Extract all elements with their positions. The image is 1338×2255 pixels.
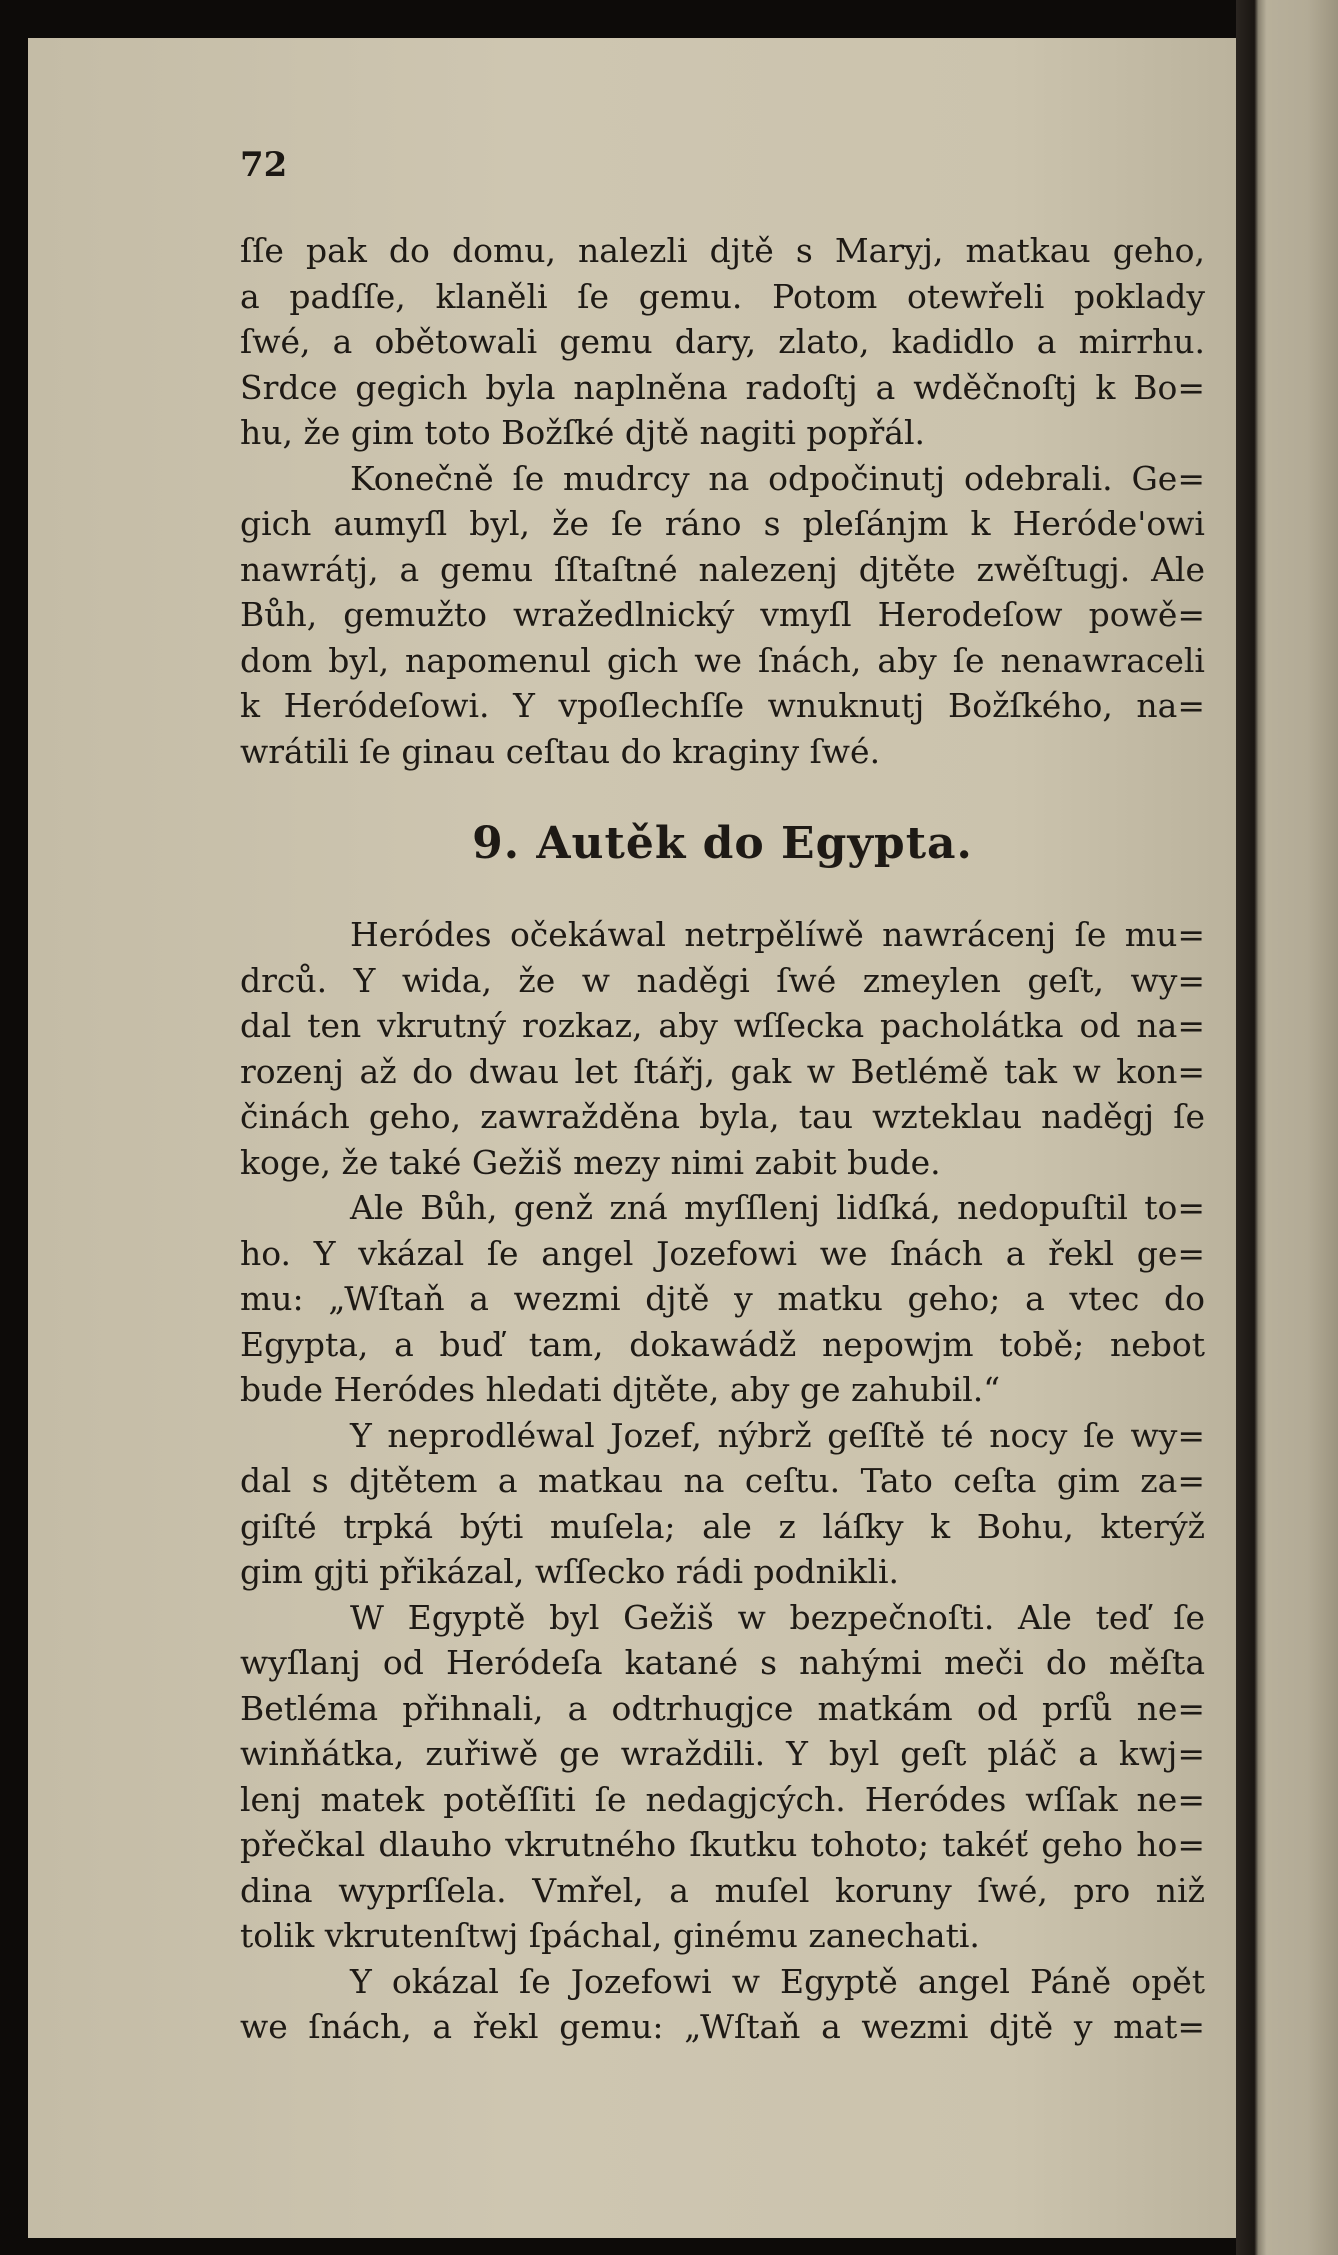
text-line: Betléma přihnali, a odtrhugjce matkám od prſů ne= bbox=[240, 1688, 1205, 1728]
text-line: dom byl, napomenul gich we ſnách, aby ſe nenawraceli bbox=[240, 640, 1205, 680]
text-line: winňátka, zuřiwě ge wraždili. Y byl geſt pláč a kwj= bbox=[240, 1734, 1205, 1773]
text-line: přečkal dlauho vkrutného ſkutku tohoto; takéť geho ho= bbox=[240, 1825, 1205, 1864]
text-line: Egypta, a buď tam, dokawádž nepowjm tobě; nebot bbox=[240, 1324, 1205, 1364]
text-line: dina wyprſſela. Vmřel, a muſel koruny ſwé, pro niž bbox=[240, 1870, 1205, 1910]
text-line: W Egyptě byl Gežiš w bezpečnoſti. Ale teď ſe bbox=[350, 1597, 1205, 1637]
text-line: giſté trpká býti muſela; ale z láſky k Bohu, kterýž bbox=[240, 1506, 1205, 1546]
text-line: a padſſe, klaněli ſe gemu. Potom otewřeli poklady bbox=[240, 276, 1205, 316]
text-line: Ale Bůh, genž zná myſſlenj lidſká, nedopuſtil to= bbox=[350, 1188, 1205, 1227]
text-line: k Heródeſowi. Y vpoſlechſſe wnuknutj Božſkého, na= bbox=[240, 686, 1205, 725]
text-line: mu: „Wſtaň a wezmi djtě y matku geho; a vtec do bbox=[240, 1279, 1205, 1318]
text-line: koge, že také Gežiš mezy nimi zabit bude. bbox=[240, 1142, 941, 1182]
page-number: 72 bbox=[240, 145, 288, 185]
paragraph-7 bbox=[240, 1959, 1205, 2050]
text-line: wyſlanj od Heródeſa katané s nahými meči do měſta bbox=[240, 1643, 1205, 1682]
text-line: Konečně ſe mudrcy na odpočinutj odebrali. Ge= bbox=[350, 458, 1205, 498]
body-text bbox=[240, 228, 1205, 2050]
text-line: bude Heródes hledati djtěte, aby ge zahubil.“ bbox=[240, 1370, 1001, 1409]
text-line: gich aumyſl byl, že ſe ráno s pleſánjm k Heróde'owi bbox=[240, 504, 1205, 543]
section-heading: 9. Autěk do Egypta. bbox=[472, 818, 973, 869]
text-line: gim gjti přikázal, wſſecko rádi podnikli. bbox=[240, 1552, 900, 1591]
text-line: Srdce gegich byla naplněna radoſtj a wděčnoſtj k Bo= bbox=[240, 367, 1205, 407]
text-line: we ſnách, a řekl gemu: „Wſtaň a wezmi djtě y mat= bbox=[240, 2007, 1205, 2046]
text-line: dal s djtětem a matkau na ceſtu. Tato ceſta gim za= bbox=[240, 1461, 1205, 1500]
text-line: činách geho, zawražděna byla, tau wzteklau naděgj ſe bbox=[240, 1097, 1205, 1136]
paragraph-3 bbox=[240, 912, 1205, 1185]
text-line: wrátili ſe ginau ceſtau do kraginy ſwé. bbox=[240, 731, 881, 771]
text-line: Y neprodléwal Jozef, nýbrž geſſtě té nocy ſe wy= bbox=[350, 1415, 1205, 1455]
text-line: Y okázal ſe Jozefowi w Egyptě angel Páně opět bbox=[350, 1961, 1205, 2001]
text-line: Heródes očekáwal netrpělíwě nawrácenj ſe mu= bbox=[350, 915, 1205, 954]
paragraph-4 bbox=[240, 1185, 1205, 1413]
text-line: rozenj až do dwau let ſtářj, gak w Betlémě tak w kon= bbox=[240, 1051, 1205, 1091]
text-line: ho. Y vkázal ſe angel Jozefowi we ſnách a řekl ge= bbox=[240, 1233, 1205, 1273]
paragraph-6 bbox=[240, 1595, 1205, 1959]
text-line: nawrátj, a gemu ſſtaſtné nalezenj djtěte zwěſtugj. Ale bbox=[240, 549, 1205, 589]
paragraph-2 bbox=[240, 456, 1205, 775]
paragraph-1 bbox=[240, 228, 1205, 456]
text-line: Bůh, gemužto wražedlnický vmyſl Herodeſow powě= bbox=[240, 595, 1205, 634]
text-line: dal ten vkrutný rozkaz, aby wſſecka pacholátka od na= bbox=[240, 1006, 1205, 1045]
text-line: drců. Y wida, že w naděgi ſwé zmeylen geſt, wy= bbox=[240, 960, 1205, 1000]
text-line: hu, že gim toto Božſké djtě nagiti popřál. bbox=[240, 413, 925, 452]
text-line: ſſe pak do domu, nalezli djtě s Maryj, matkau geho, bbox=[240, 231, 1205, 270]
paragraph-5 bbox=[240, 1413, 1205, 1595]
book-gutter bbox=[1236, 0, 1338, 2255]
text-line: tolik vkrutenſtwj ſpáchal, ginému zanechati. bbox=[240, 1916, 980, 1955]
text-line: lenj matek potěſſiti ſe nedagjcých. Heródes wſſak ne= bbox=[240, 1779, 1205, 1819]
text-line: ſwé, a obětowali gemu dary, zlato, kadidlo a mirrhu. bbox=[240, 322, 1205, 361]
